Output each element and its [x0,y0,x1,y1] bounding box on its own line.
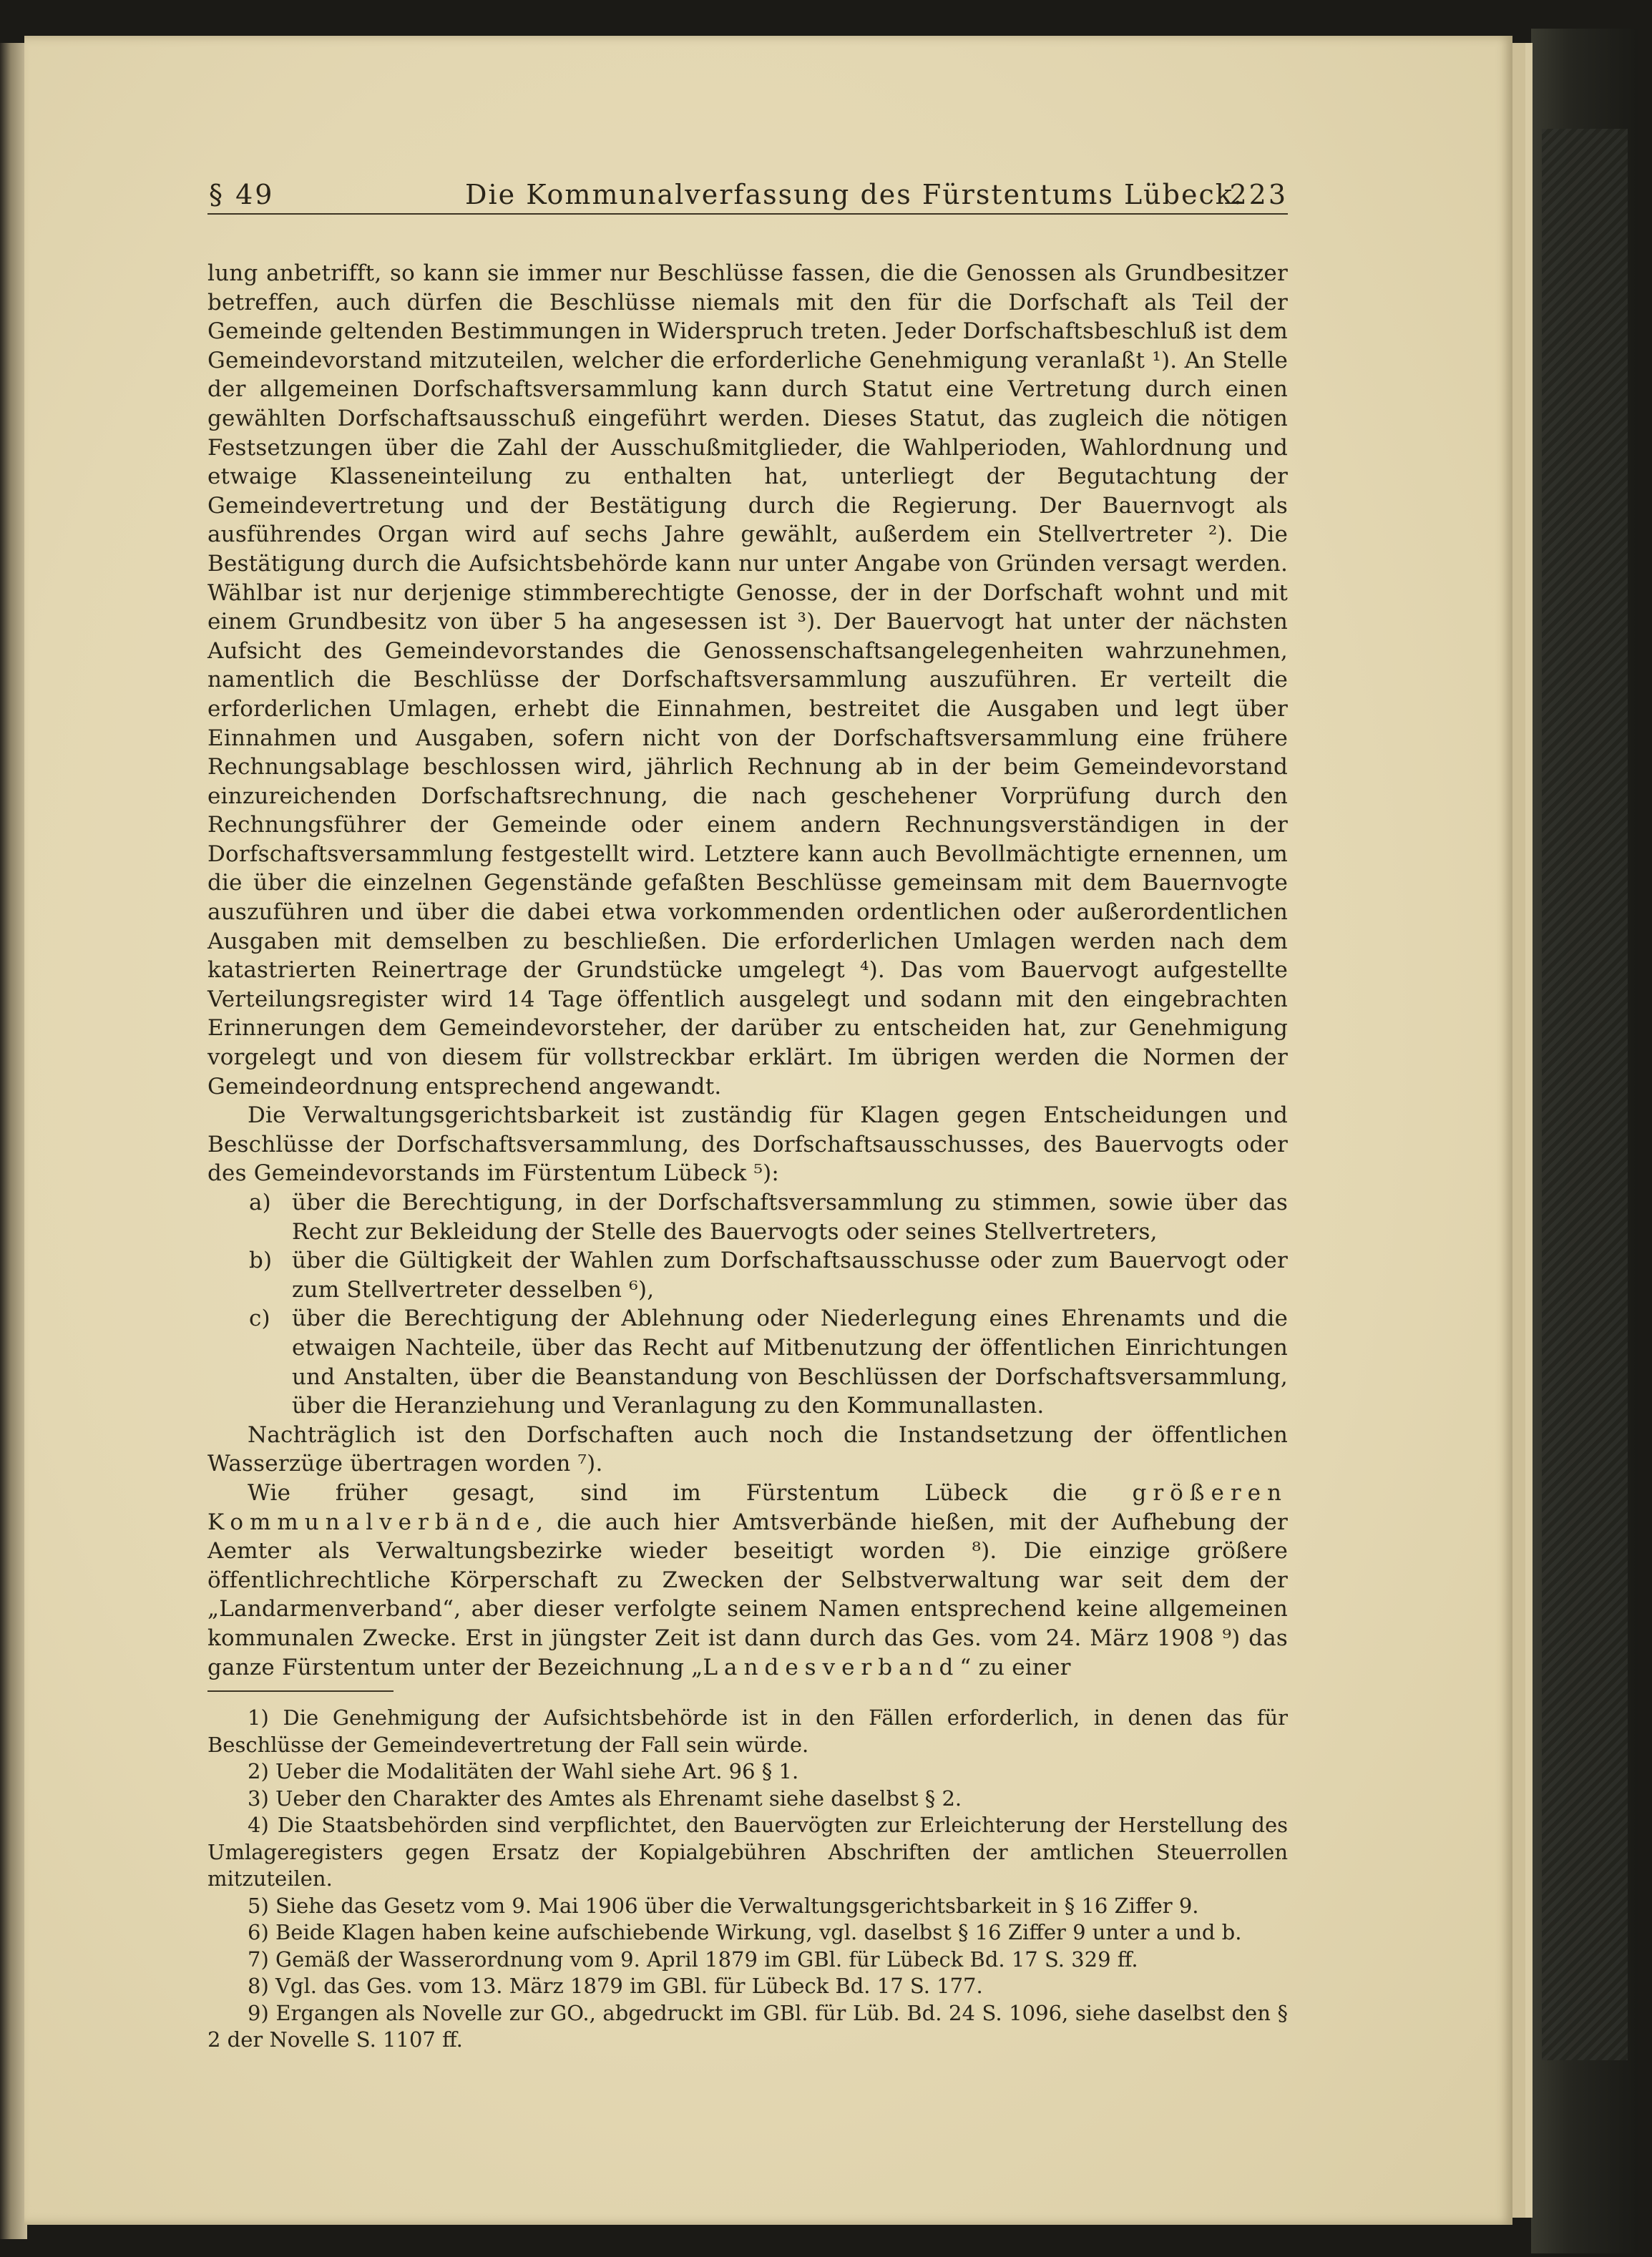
emphasis-spaced: größeren Kommunalverbände [207,1479,1288,1535]
footnote: 8) Vgl. das Ges. vom 13. März 1879 im GBl. für Lübeck Bd. 17 S. 177. [248,1974,983,1999]
list-item-text: über die Gültigkeit der Wahlen zum Dorfschaftsausschusse oder zum Bauervogt oder zum Stellvertreter desselben ⁶), [292,1248,1288,1303]
list-marker: c) [249,1306,270,1332]
page-number: 223 [1229,179,1288,210]
emphasis-spaced: Landesverband [703,1654,960,1680]
running-title: Die Kommunalverfassung des Fürstentums Lübeck. [465,179,1243,210]
body-text [207,259,1288,1682]
paragraph-kommunalverbaende [207,1479,1288,1682]
footnote: 9) Ergangen als Novelle zur GO., abgedruckt im GBl. für Lüb. Bd. 24 S. 1096, siehe daselbst den § 2 der Novelle S. 1107 ff. [207,2000,1288,2052]
footnote-rule [207,1690,394,1692]
paragraph-wasserzuege: Nachträglich ist den Dorfschaften auch noch die Instandsetzung der öffentlichen Wasserzüge übertragen worden ⁷). [207,1421,1288,1477]
paragraph-jurisdiction: Die Verwaltungsgerichtsbarkeit ist zuständig für Klagen gegen Entscheidungen und Beschlüsse der Dorfschaftsversammlung, des Dorfschaftsausschusses, des Bauervogts oder des Gemeindevorstands im Fürstentum Lübeck ⁵): [207,1102,1288,1187]
list-marker: b) [249,1248,273,1274]
list-item-text: über die Berechtigung der Ablehnung oder Niederlegung eines Ehrenamts und die etwaigen Nachteile, über das Recht auf Mitbenutzung der öffentlichen Einrichtungen und Anstalten, über die Beanstandung von Beschlüssen der Dorfschaftsversammlung, über die Heranziehung und Veranlagung zu den Kommunallasten. [292,1306,1288,1419]
page-content [207,179,1288,2054]
text-run: “ zu einer [959,1654,1071,1680]
text-run: , die auch hier Amtsverbände hießen, mit der Aufhebung der Aemter als Verwaltungsbezirke wieder beseitigt worden ⁸). Die einzige größere öffentlichrechtliche Körperschaft zu Zwecken der Selbstverwaltung war seit dem der „Landarmenverband“, aber dieser verfolgte seinem Namen entsprechend keine allgemeinen kommunalen Zwecke. Erst in jüngster Zeit ist dann durch das Ges. vom 24. März 1908 ⁹) das ganze Fürstentum unter der Bezeichnung „ [207,1509,1288,1680]
footnote: 5) Siehe das Gesetz vom 9. Mai 1906 über die Verwaltungsgerichtsbarkeit in § 16 Ziffer 9. [248,1893,1199,1918]
footnote: 6) Beide Klagen haben keine aufschiebende Wirkung, vgl. daselbst § 16 Ziffer 9 unter a und b. [248,1920,1242,1945]
footnote: 4) Die Staatsbehörden sind verpflichtet, den Bauervögten zur Erleichterung der Herstellung des Umlageregisters gegen Ersatz der Kopialgebühren Abschriften der amtlichen Steuerrollen mitzuteilen. [207,1813,1288,1891]
footnote: 3) Ueber den Charakter des Amtes als Ehrenamt siehe daselbst § 2. [248,1786,962,1811]
footnote: 2) Ueber die Modalitäten der Wahl siehe Art. 96 § 1. [248,1759,799,1784]
list-item [207,1246,1288,1304]
text-run: Wie früher gesagt, sind im Fürstentum Lübeck die [248,1479,1133,1506]
paragraph-continuation: lung anbetrifft, so kann sie immer nur Beschlüsse fassen, die die Genossen als Grundbesitzer betreffen, auch dürfen die Beschlüsse niemals mit den für die Dorfschaft als Teil der Gemeinde geltenden Bestimmungen in Widerspruch treten. Jeder Dorfschaftsbeschluß ist dem Gemeindevorstand mitzuteilen, welcher die erforderliche Genehmigung veranlaßt ¹). An Stelle der allgemeinen Dorfschaftsversammlung kann durch Statut eine Vertretung durch einen gewählten Dorfschaftsausschuß eingeführt werden. Dieses Statut, das zugleich die nötigen Festsetzungen über die Zahl der Ausschußmitglieder, die Wahlperioden, Wahlordnung und etwaige Klasseneinteilung zu enthalten hat, unterliegt der Begutachtung der Gemeindevertretung und der Bestätigung durch die Regierung. Der Bauernvogt als ausführendes Organ wird auf sechs Jahre gewählt, außerdem ein Stellvertreter ²). Die Bestätigung durch die Aufsichtsbehörde kann nur unter Angabe von Gründen versagt werden. Wählbar ist nur derjenige stimmberechtigte Genosse, der in der Dorfschaft wohnt und mit einem Grundbesitz von über 5 ha angesessen ist ³). Der Bauervogt hat unter der nächsten Aufsicht des Gemeindevorstandes die Genossenschaftsangelegenheiten wahrzunehmen, namentlich die Beschlüsse der Dorfschaftsversammlung auszuführen. Er verteilt die erforderlichen Umlagen, erhebt die Einnahmen, bestreitet die Ausgaben und legt über Einnahmen und Ausgaben, sofern nicht von der Dorfschaftsversammlung eine frühere Rechnungsablage beschlossen wird, jährlich Rechnung ab in der beim Gemeindevorstand einzureichenden Dorfschaftsrechnung, die nach geschehener Vorprüfung durch den Rechnungsführer der Gemeinde oder einem andern Rechnungsverständigen in der Dorfschaftsversammlung festgestellt wird. Letztere kann auch Bevollmächtigte ernennen, um die über die einzelnen Gegenstände gefaßten Beschlüsse gemeinsam mit dem Bauernvogte auszuführen und über die dabei etwa vorkommenden ordentlichen oder außerordentlichen Ausgaben mit demselben zu beschließen. Die erforderlichen Umlagen werden nach dem katastrierten Reinertrage der Grundstücke umgelegt ⁴). Das vom Bauervogt aufgestellte Verteilungsregister wird 14 Tage öffentlich ausgelegt und sodann mit den eingebrachten Erinnerungen dem Gemeindevorsteher, der darüber zu entscheiden hat, zur Genehmigung vorgelegt und von diesem für vollstreckbar erklärt. Im übrigen werden die Normen der Gemeindeordnung entsprechend angewandt. [207,260,1288,1100]
list-item [207,1188,1288,1246]
running-head [207,179,1288,215]
list-item [207,1304,1288,1420]
section-number: § 49 [209,179,275,210]
list-marker: a) [249,1190,271,1215]
list-item-text: über die Berechtigung, in der Dorfschaftsversammlung zu stimmen, sowie über das Recht zur Bekleidung der Stelle des Bauervogts oder seines Stellvertreters, [292,1190,1288,1245]
footnote: 1) Die Genehmigung der Aufsichtsbehörde ist in den Fällen erforderlich, in denen das für Beschlüsse der Gemeindevertretung der Fall sein würde. [207,1705,1288,1757]
footnotes [207,1705,1288,2054]
footnote: 7) Gemäß der Wasserordnung vom 9. April 1879 im GBl. für Lübeck Bd. 17 S. 329 ff. [248,1947,1138,1972]
binding-cloth-texture [1542,129,1628,2060]
jurisdiction-list [207,1188,1288,1421]
left-page-edge [0,43,27,2239]
